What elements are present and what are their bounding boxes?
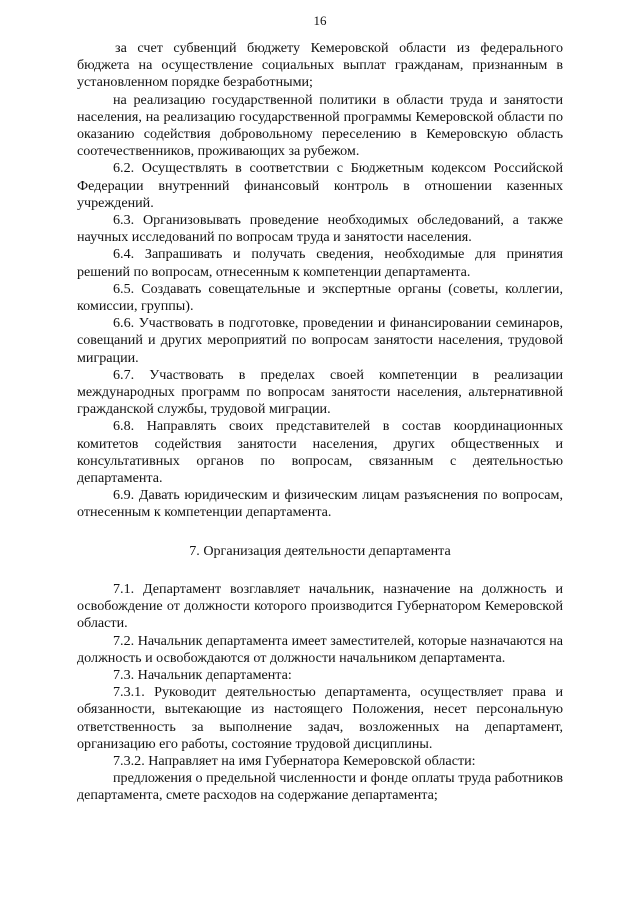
paragraph: предложения о предельной численности и фонде оплаты труда работников департамента, смете расходов на содержание департамента; (77, 770, 563, 804)
document-body (77, 40, 563, 805)
paragraph-6-5: 6.5. Создавать совещательные и экспертные органы (советы, коллегии, комиссии, группы). (77, 280, 563, 315)
paragraph-6-6: 6.6. Участвовать в подготовке, проведении и финансировании семинаров, совещаний и других мероприятий по вопросам занятости населения, трудовой миграции. (77, 315, 563, 366)
paragraph-6-8: 6.8. Направлять своих представителей в состав координационных комитетов содействия занятости населения, других общественных и консультативных органов по вопросам, связанным с деятельностью департамента. (77, 418, 563, 487)
paragraph-7-3-1: 7.3.1. Руководит деятельностью департамента, осуществляет права и обязанности, вытекающие из настоящего Положения, несет персональную ответственность за выполнение задач, возложенных на департамент, организацию его работы, состояние трудовой дисциплины. (77, 684, 563, 752)
paragraph: на реализацию государственной политики в области труда и занятости населения, на реализацию государственной программы Кемеровской области по оказанию содействия добровольному переселению в Кемеровскую область соотечественников, проживающих за рубежом. (77, 91, 563, 160)
section-heading: 7. Организация деятельности департамента (189, 542, 451, 559)
paragraph-6-7: 6.7. Участвовать в пределах своей компетенции в реализации международных программ по вопросам занятости населения, альтернативной гражданской службы, трудовой миграции. (77, 366, 563, 418)
paragraph-7-3: 7.3. Начальник департамента: (113, 666, 292, 683)
paragraph-6-2: 6.2. Осуществлять в соответствии с Бюджетным кодексом Российской Федерации внутренний финансовый контроль в отношении казенных учреждений. (77, 160, 563, 211)
paragraph-6-3: 6.3. Организовывать проведение необходимых обследований, а также научных исследований по вопросам труда и занятости населения. (77, 212, 563, 246)
page-number: 16 (313, 13, 327, 28)
paragraph-7-2: 7.2. Начальник департамента имеет заместителей, которые назначаются на должность и освобождаются от должности начальником департамента. (77, 632, 563, 666)
paragraph: за счет субвенций бюджету Кемеровской области из федерального бюджета на осуществление социальных выплат гражданам, признанным в установленном порядке безработными; (77, 40, 563, 91)
paragraph-6-4: 6.4. Запрашивать и получать сведения, необходимые для принятия решений по вопросам, отнесенным к компетенции департамента. (77, 246, 563, 280)
paragraph-7-3-2: 7.3.2. Направляет на имя Губернатора Кемеровской области: (113, 752, 476, 769)
paragraph-6-9: 6.9. Давать юридическим и физическим лицам разъяснения по вопросам, отнесенным к компетенции департамента. (77, 487, 563, 521)
paragraph-7-1: 7.1. Департамент возглавляет начальник, назначение на должность и освобождение от должности которого производится Губернатором Кемеровской области. (77, 580, 563, 632)
